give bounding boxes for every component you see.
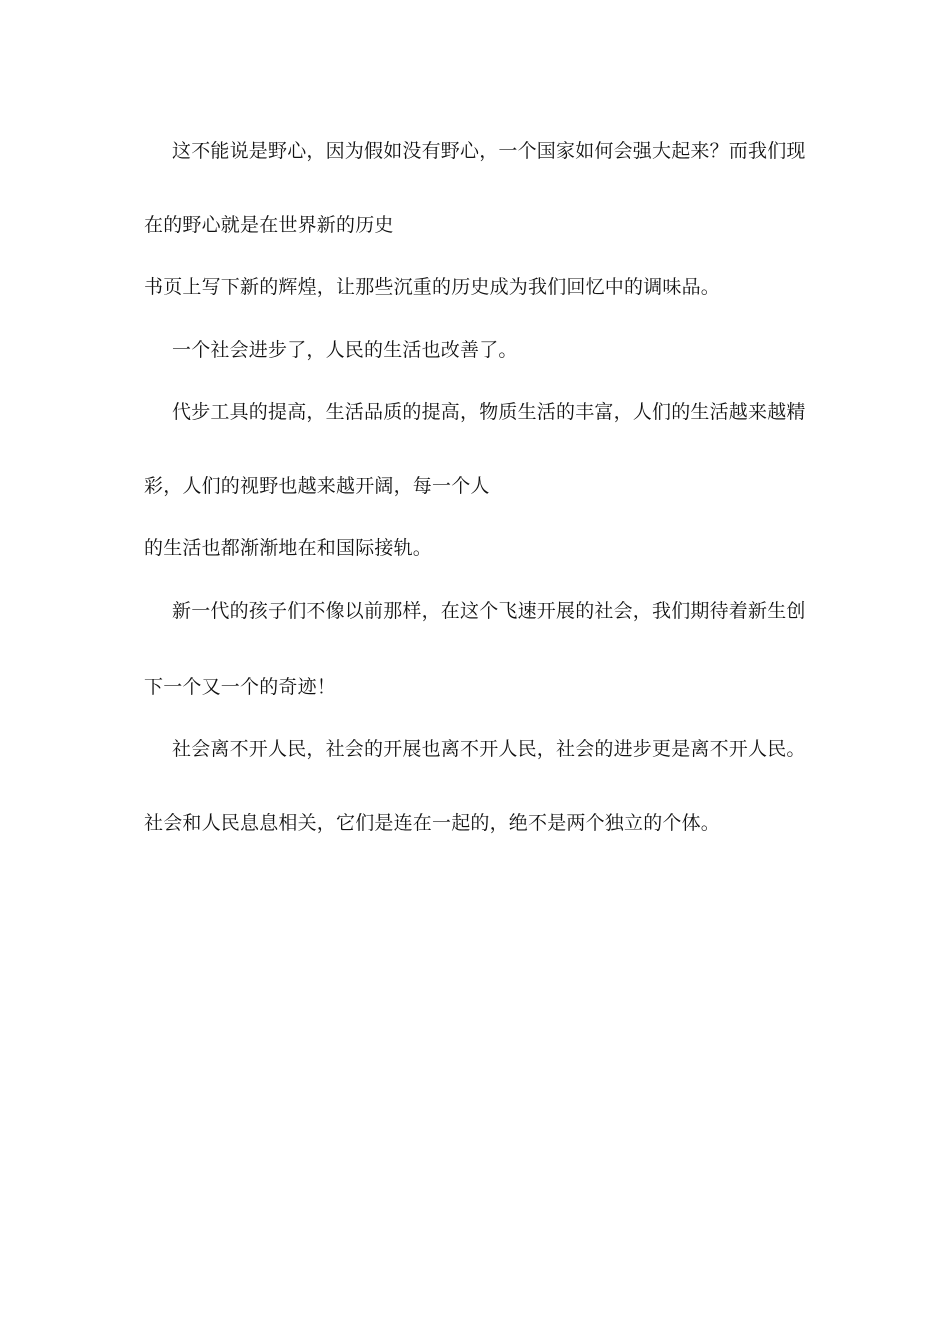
paragraph-4-line-1: 新一代的孩子们不像以前那样，在这个飞速开展的社会，我们期待着新生创 xyxy=(172,600,806,622)
paragraph-3-line-3: 的生活也都渐渐地在和国际接轨。 xyxy=(144,537,433,559)
paragraph-5-line-2: 社会和人民息息相关，它们是连在一起的，绝不是两个独立的个体。 xyxy=(144,812,721,834)
paragraph-2-line-1: 一个社会进步了，人民的生活也改善了。 xyxy=(172,339,518,361)
paragraph-3-line-1: 代步工具的提高，生活品质的提高，物质生活的丰富，人们的生活越来越精 xyxy=(172,401,806,423)
paragraph-1-line-2: 在的野心就是在世界新的历史 xyxy=(144,214,394,236)
paragraph-1-line-3: 书页上写下新的辉煌，让那些沉重的历史成为我们回忆中的调味品。 xyxy=(144,276,721,298)
paragraph-1-line-1: 这不能说是野心，因为假如没有野心，一个国家如何会强大起来？而我们现 xyxy=(172,140,806,162)
paragraph-4-line-2: 下一个又一个的奇迹！ xyxy=(144,676,337,698)
paragraph-5-line-1: 社会离不开人民，社会的开展也离不开人民，社会的进步更是离不开人民。 xyxy=(172,738,806,760)
paragraph-3-line-2: 彩，人们的视野也越来越开阔，每一个人 xyxy=(144,475,490,497)
